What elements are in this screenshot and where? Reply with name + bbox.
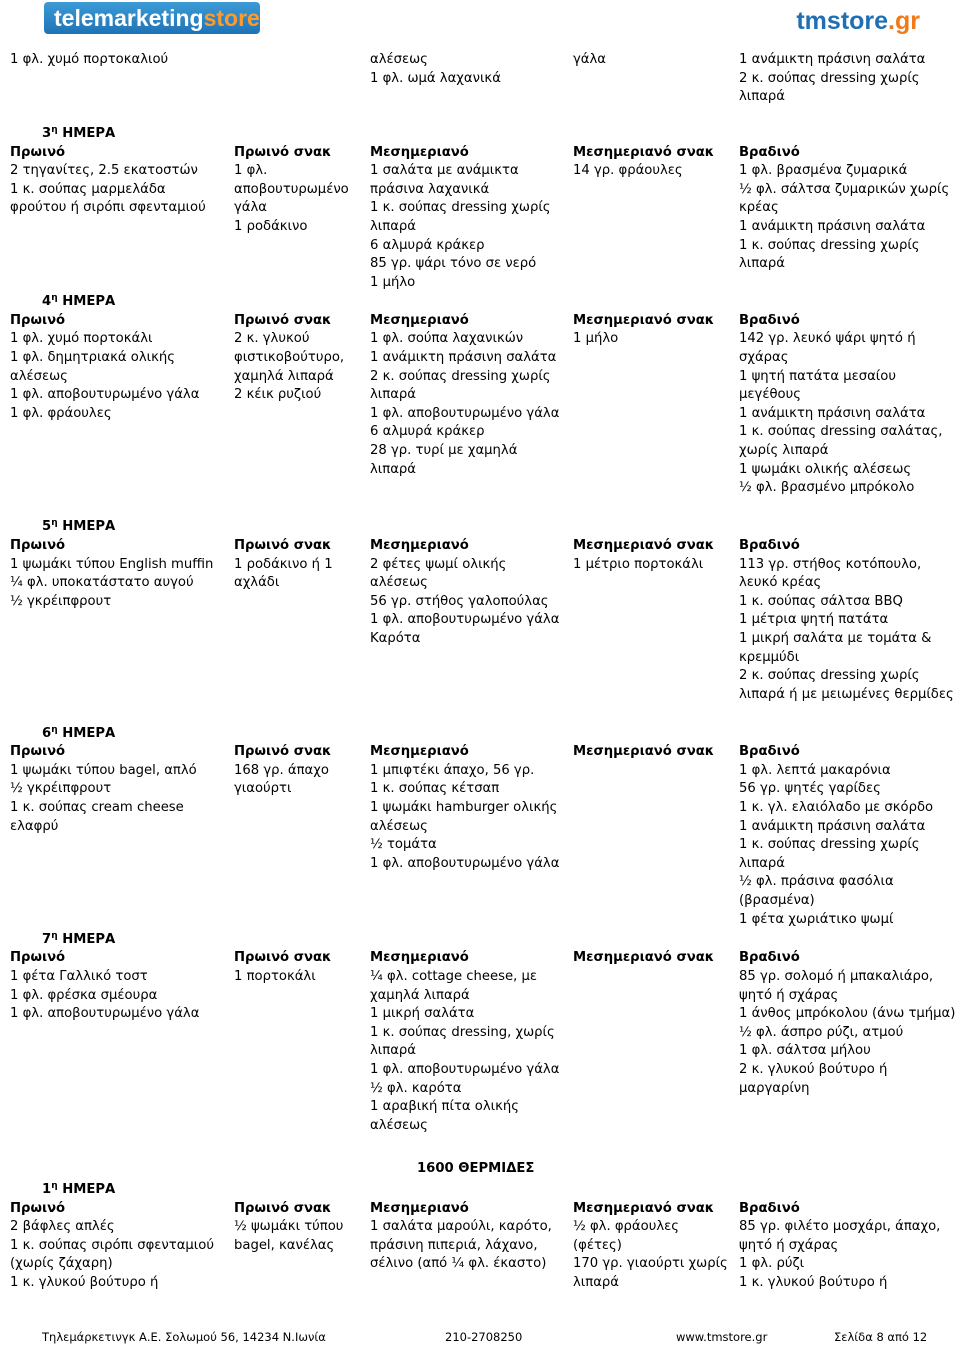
table-cell — [563, 762, 729, 931]
table-cell: 2 κ. γλυκού φιστικοβούτυρο, χαμηλά λιπαρά 2 κέικ ρυζιού — [234, 331, 345, 403]
col-header-lunch: Μεσημεριανό — [370, 312, 469, 328]
table-cell: 168 γρ. άπαχο γιαούρτι — [234, 762, 329, 797]
meal-plan-table — [0, 51, 960, 1294]
telemarketing-store-logo[interactable] — [44, 2, 260, 34]
footer-website[interactable]: www.tmstore.gr — [676, 1330, 768, 1344]
col-header-breakfast: Πρωινό — [10, 950, 66, 966]
table-cell: 1 μέτριο πορτοκάλι — [573, 556, 704, 572]
table-row — [0, 762, 960, 931]
logo-right-tld: .gr — [888, 7, 920, 35]
table-cell: 1 φλ. βρασμένα ζυμαρικά ½ φλ. σάλτσα ζυμαρικών χωρίς κρέας 1 ανάμικτη πράσινη σαλάτα 1 κ. σούπας dressing χωρίς λιπαρά — [739, 163, 950, 272]
table-cell: 14 γρ. φράουλες — [573, 163, 683, 179]
table-cell: 1 πορτοκάλι — [234, 968, 316, 984]
col-header-breakfast: Πρωινό — [10, 537, 66, 553]
col-header-breakfast-snack: Πρωινό σνακ — [234, 1200, 332, 1216]
day-heading: $1^\eta$ ΗΜΕΡΑ — [42, 1180, 116, 1197]
col-header-dinner: Βραδινό — [739, 537, 800, 553]
table-cell: ¼ φλ. cottage cheese, με χαμηλά λιπαρά 1 μικρή σαλάτα 1 κ. σούπας dressing, χωρίς λιπαρά 1 φλ. αποβουτυρωμένο γάλα ½ φλ. καρότα 1 αραβική πίτα ολικής αλέσεως — [370, 968, 560, 1133]
col-header-breakfast-snack: Πρωινό σνακ — [234, 950, 332, 966]
col-header-dinner: Βραδινό — [739, 950, 800, 966]
day-heading: $5^\eta$ ΗΜΕΡΑ — [42, 518, 116, 535]
col-header-breakfast: Πρωινό — [10, 312, 66, 328]
table-cell: 2 βάφλες απλές 1 κ. σούπας σιρόπι σφενταμιού (χωρίς ζάχαρη) 1 κ. γλυκού βούτυρο ή — [10, 1219, 214, 1290]
table-cell: 1 φλ. χυμό πορτοκαλιού — [10, 52, 169, 67]
table-cell: 85 γρ. φιλέτο μοσχάρι, άπαχο, ψητό ή σχάρας 1 φλ. ρύζι 1 κ. γλυκού βούτυρο ή — [739, 1219, 941, 1290]
table-row — [0, 330, 960, 518]
col-header-breakfast-snack: Πρωινό σνακ — [234, 144, 332, 160]
table-cell: 1 φλ. λεπτά μακαρόνια 56 γρ. ψητές γαρίδες 1 κ. γλ. ελαιόλαδο με σκόρδο 1 ανάμικτη πράσινη σαλάτα 1 κ. σούπας dressing χωρίς λιπαρά ½ φλ. πράσινα φασόλια (βρασμένα) 1 φέτα χωριάτικο ψωμί — [739, 762, 934, 927]
footer-page-number: Σελίδα 8 από 12 — [834, 1330, 928, 1344]
table-row — [0, 556, 960, 725]
table-cell — [224, 51, 360, 111]
table-cell: 1 φλ. χυμό πορτοκάλι 1 φλ. δημητριακά ολικής αλέσεως 1 φλ. αποβουτυρωμένο γάλα 1 φλ. φράουλες — [10, 331, 200, 421]
table-cell: γάλα — [573, 52, 606, 67]
table-cell — [563, 968, 729, 1156]
col-header-breakfast: Πρωινό — [10, 144, 66, 160]
section-title: 1600 ΘΕΡΜΙΔΕΣ — [417, 1160, 535, 1176]
col-header-breakfast-snack: Πρωινό σνακ — [234, 312, 332, 328]
table-cell: 1 μπιφτέκι άπαχο, 56 γρ. 1 κ. σούπας κέτσαπ 1 ψωμάκι hamburger ολικής αλέσεως ½ τομάτα 1 φλ. αποβουτυρωμένο γάλα — [370, 762, 560, 871]
table-cell: 1 φλ. σούπα λαχανικών 1 ανάμικτη πράσινη σαλάτα 2 κ. σούπας dressing χωρίς λιπαρά 1 φλ. αποβουτυρωμένο γάλα 6 αλμυρά κράκερ 28 γρ. τυρί με χαμηλά λιπαρά — [370, 331, 560, 477]
col-header-lunch-snack: Μεσημεριανό σνακ — [573, 537, 715, 553]
table-cell: ½ φλ. φράουλες (φέτες) 170 γρ. γιαούρτι χωρίς λιπαρά — [573, 1219, 728, 1290]
table-cell: 2 φέτες ψωμί ολικής αλέσεως 56 γρ. στήθος γαλοπούλας 1 φλ. αποβουτυρωμένο γάλα Καρότα — [370, 556, 560, 646]
table-cell: 1 σαλάτα μαρούλι, καρότο, πράσινη πιπεριά, λάχανο, σέλινο (από ¼ φλ. έκαστο) — [370, 1219, 552, 1272]
table-cell: 1 σαλάτα με ανάμικτα πράσινα λαχανικά 1 κ. σούπας dressing χωρίς λιπαρά 6 αλμυρά κράκερ 85 γρ. ψάρι τόνο σε νερό 1 μήλο — [370, 163, 551, 290]
col-header-lunch-snack: Μεσημεριανό σνακ — [573, 744, 715, 760]
col-header-breakfast-snack: Πρωινό σνακ — [234, 744, 332, 760]
col-header-breakfast: Πρωινό — [10, 744, 66, 760]
table-cell: 1 ροδάκινο ή 1 αχλάδι — [234, 556, 333, 591]
column-header-row — [0, 743, 960, 762]
col-header-dinner: Βραδινό — [739, 312, 800, 328]
col-header-lunch: Μεσημεριανό — [370, 537, 469, 553]
table-cell: 1 ψωμάκι τύπου English muffin ¼ φλ. υποκατάστατο αυγού ½ γκρέιπφρουτ — [10, 556, 214, 609]
table-cell: 1 ψωμάκι τύπου bagel, απλό ½ γκρέιπφρουτ 1 κ. σούπας cream cheese ελαφρύ — [10, 762, 197, 834]
column-header-row — [0, 537, 960, 556]
column-header-row — [0, 1200, 960, 1219]
day-heading: $4^\eta$ ΗΜΕΡΑ — [42, 293, 116, 310]
col-header-lunch: Μεσημεριανό — [370, 744, 469, 760]
col-header-dinner: Βραδινό — [739, 744, 800, 760]
table-cell: 1 φλ. αποβουτυρωμένο γάλα 1 ροδάκινο — [234, 163, 349, 234]
logo-main-text: telemarketing — [54, 5, 204, 31]
table-row — [0, 968, 960, 1156]
day-heading: $7^\eta$ ΗΜΕΡΑ — [42, 930, 116, 947]
page-header — [0, 0, 960, 50]
table-cell: 113 γρ. στήθος κοτόπουλο, λευκό κρέας 1 κ. σούπας σάλτσα BBQ 1 μέτρια ψητή πατάτα 1 μικρή σαλάτα με τομάτα & κρεμμύδι 2 κ. σούπας dressing χωρίς λιπαρά ή με μειωμένες θερμίδες — [739, 556, 954, 702]
column-header-row — [0, 949, 960, 968]
col-header-lunch-snack: Μεσημεριανό σνακ — [573, 144, 715, 160]
table-cell: 1 φέτα Γαλλικό τοστ 1 φλ. φρέσκα σμέουρα 1 φλ. αποβουτυρωμένο γάλα — [10, 968, 200, 1022]
logo-store-text: store — [203, 5, 260, 31]
logo-right-main: tmstore — [796, 7, 889, 35]
table-row — [0, 162, 960, 293]
day-heading: $3^\eta$ ΗΜΕΡΑ — [42, 125, 116, 141]
col-header-lunch-snack: Μεσημεριανό σνακ — [573, 1200, 715, 1216]
table-cell: 85 γρ. σολομό ή μπακαλιάρο, ψητό ή σχάρας 1 άνθος μπρόκολου (άνω τμήμα) ½ φλ. άσπρο ρύζι, ατμού 1 φλ. σάλτσα μήλου 2 κ. γλυκού βούτυρο ή μαργαρίνη — [739, 968, 956, 1096]
col-header-dinner: Βραδινό — [739, 144, 800, 160]
table-cell: 142 γρ. λευκό ψάρι ψητό ή σχάρας 1 ψητή πατάτα μεσαίου μεγέθους 1 ανάμικτη πράσινη σαλάτα 1 κ. σούπας dressing σαλάτας, χωρίς λιπαρά 1 ψωμάκι ολικής αλέσεως ½ φλ. βρασμένο μπρόκολο — [739, 331, 943, 496]
tmstore-logo[interactable] — [796, 7, 920, 35]
table-row — [0, 51, 960, 111]
table-cell: αλέσεως 1 φλ. ωμά λαχανικά — [370, 52, 501, 86]
col-header-lunch-snack: Μεσημεριανό σνακ — [573, 950, 715, 966]
col-header-lunch-snack: Μεσημεριανό σνακ — [573, 312, 715, 328]
table-row — [0, 1218, 960, 1294]
table-cell: ½ ψωμάκι τύπου bagel, κανέλας — [234, 1219, 344, 1253]
footer-company: Τηλεμάρκετινγκ Α.Ε. Σολωμού 56, 14234 Ν.Ιωνία — [42, 1330, 326, 1344]
col-header-breakfast-snack: Πρωινό σνακ — [234, 537, 332, 553]
day-heading: $6^\eta$ ΗΜΕΡΑ — [42, 724, 116, 741]
column-header-row — [0, 312, 960, 331]
col-header-lunch: Μεσημεριανό — [370, 144, 469, 160]
column-header-row — [0, 144, 960, 163]
table-cell: 1 ανάμικτη πράσινη σαλάτα 2 κ. σούπας dressing χωρίς λιπαρά — [739, 52, 926, 105]
col-header-lunch: Μεσημεριανό — [370, 1200, 469, 1216]
col-header-breakfast: Πρωινό — [10, 1200, 66, 1216]
footer-phone: 210-2708250 — [445, 1330, 523, 1344]
table-cell: 1 μήλο — [573, 331, 619, 347]
col-header-dinner: Βραδινό — [739, 1200, 800, 1216]
col-header-lunch: Μεσημεριανό — [370, 950, 469, 966]
table-cell: 2 τηγανίτες, 2.5 εκατοστών 1 κ. σούπας μαρμελάδα φρούτου ή σιρόπι σφενταμιού — [10, 163, 206, 216]
spacer — [0, 111, 960, 125]
